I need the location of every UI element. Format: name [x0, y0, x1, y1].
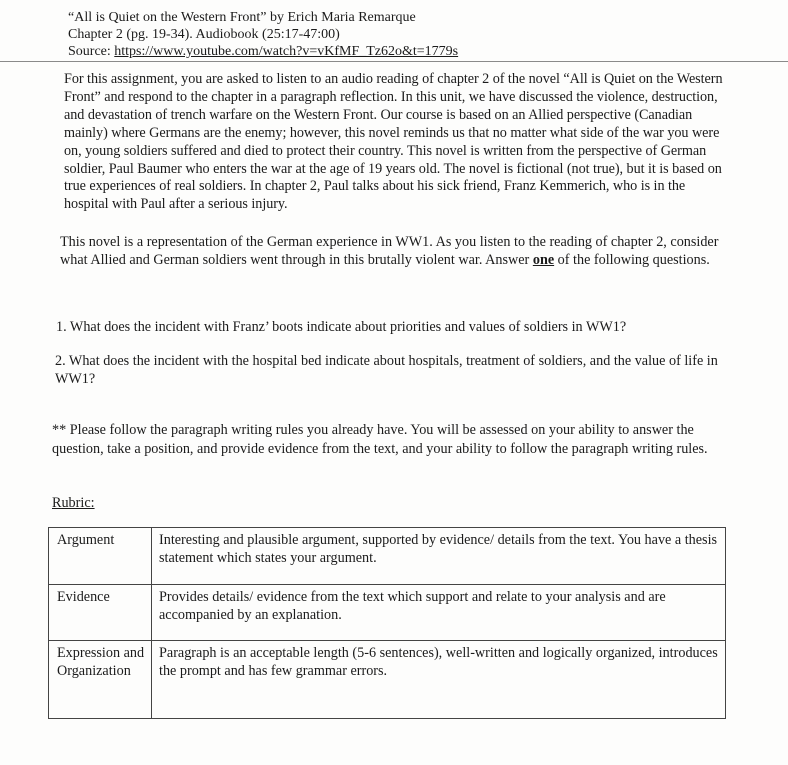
rubric-table: [48, 527, 726, 719]
rubric-description: Provides details/ evidence from the text which support and relate to your analysis and are accompanied by an explanation.: [152, 585, 726, 641]
question-1: 1. What does the incident with Franz’ boots indicate about priorities and values of soldiers in WW1?: [56, 319, 627, 335]
question-2: 2. What does the incident with the hospital bed indicate about hospitals, treatment of soldiers, and the value of life in WW1?: [55, 353, 718, 387]
book-title-line: “All is Quiet on the Western Front” by Erich Maria Remarque: [68, 10, 416, 25]
rubric-criterion: Expression and Organization: [49, 641, 152, 719]
rubric-row-expression-organization: [49, 641, 726, 719]
chapter-line: Chapter 2 (pg. 19-34). Audiobook (25:17-47:00): [68, 27, 340, 42]
context-text-before: This novel is a representation of the German experience in WW1. As you listen to the reading of chapter 2, consider what Allied and German soldiers went through in this brutally violent war. Answer: [60, 234, 719, 268]
rubric-description: Interesting and plausible argument, supported by evidence/ details from the text. You have a thesis statement which states your argument.: [152, 528, 726, 585]
rubric-heading: Rubric:: [52, 495, 95, 511]
source-line: [68, 43, 568, 60]
header-separator: [0, 61, 788, 62]
intro-paragraph: For this assignment, you are asked to listen to an audio reading of chapter 2 of the novel “All is Quiet on the Western Front” and respond to the chapter in a paragraph reflection. In this unit, we have discussed the violence, destruction, and devastation of trench warfare on the Western Front. Our course is based on an Allied perspective (Canadian mainly) where Germans are the enemy; however, this novel reminds us that no matter what side of the war you were on, young soldiers suffered and died to protect their country. This novel is written from the perspective of German soldier, Paul Baumer who enters the war at the age of 19 years old. The novel is fictional (not true), but it is based on true experiences of real soldiers. In chapter 2, Paul talks about his sick friend, Franz Kemmerich, who is in the hospital with Paul after a serious injury.: [64, 71, 723, 213]
source-link[interactable]: https://www.youtube.com/watch?v=vKfMF_Tz62o&t=1779s: [114, 44, 459, 59]
rubric-criterion: Argument: [49, 528, 152, 585]
document-header: [68, 9, 568, 60]
rubric-criterion: Evidence: [49, 585, 152, 641]
instructions-note: ** Please follow the paragraph writing rules you already have. You will be assessed on your ability to answer the question, take a position, and provide evidence from the text, and your ability to follow the paragraph writing rules.: [52, 422, 708, 457]
source-label: Source:: [68, 44, 115, 59]
context-paragraph: [60, 234, 725, 270]
context-emphasis: one: [532, 251, 555, 268]
rubric-description: Paragraph is an acceptable length (5-6 sentences), well-written and logically organized, introduces the prompt and has few grammar errors.: [152, 641, 726, 719]
context-text-after: of the following questions.: [554, 251, 710, 268]
rubric-row-evidence: [49, 585, 726, 641]
rubric-row-argument: [49, 528, 726, 585]
